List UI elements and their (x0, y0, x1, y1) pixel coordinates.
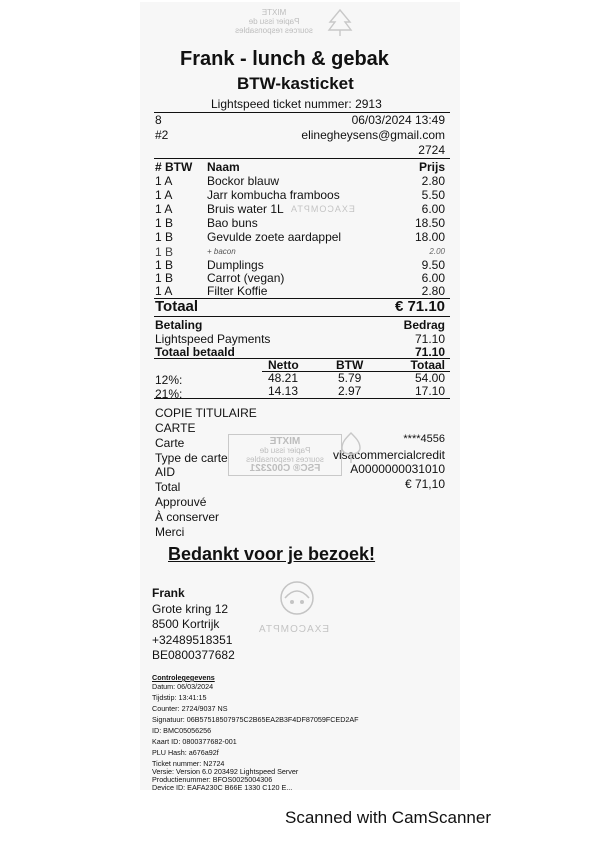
control-line: Signatuur: 06B57518507975C2B65EA2B3F4DF87059FCED2AF (152, 715, 359, 724)
card-total-label: Total (155, 480, 181, 494)
card-number: ****4556 (403, 433, 445, 445)
payment-label: Betaling (155, 318, 203, 332)
vat-header-netto: Netto (268, 358, 299, 372)
watermark-text: MIXTE (261, 8, 287, 17)
divider (154, 358, 450, 359)
fsc-watermark-mid (228, 434, 342, 476)
item-name: Jarr kombucha framboos (207, 188, 340, 202)
doc-type: BTW-kasticket (237, 74, 354, 93)
watermark-text: MIXTE (269, 436, 301, 447)
item-name: Dumplings (207, 258, 264, 272)
keep-text: À conserver (155, 510, 220, 524)
item-name: Carrot (vegan) (207, 271, 285, 285)
vat-header-totaal: Totaal (410, 358, 445, 372)
customer-email: elinegheysens@gmail.com (301, 128, 445, 142)
item-price: 18.00 (414, 230, 445, 244)
vat-header-btw: BTW (336, 358, 364, 372)
total-value: € 71.10 (394, 298, 445, 315)
vat-rate: 12%: (155, 373, 183, 387)
card-label: Carte (155, 436, 185, 450)
vat-totaal: 17.10 (414, 384, 445, 398)
total-paid-label: Totaal betaald (155, 345, 235, 359)
fsc-tree-icon (326, 8, 354, 38)
total-paid-amount: 71.10 (414, 345, 445, 359)
item-name: Bruis water 1L (207, 202, 284, 216)
item-name: Gevulde zoete aardappel (207, 230, 342, 244)
vat-netto: 48.21 (268, 371, 299, 385)
item-price: 2.00 (429, 247, 445, 256)
item-name: Filter Koffie (207, 284, 268, 298)
fsc-watermark-top (210, 6, 338, 37)
watermark-text: Papier issu de (259, 446, 311, 455)
address-city: 8500 Kortrijk (152, 617, 220, 631)
exacompta-watermark: EXACOMPTA (290, 204, 355, 214)
address-street: Grote kring 12 (152, 602, 229, 616)
control-title: Controlegegevens (152, 673, 215, 682)
card-title: CARTE (155, 421, 196, 435)
items-header-name: Naam (207, 160, 240, 174)
receipt-paper (140, 2, 460, 790)
total-label: Totaal (155, 298, 199, 315)
control-line: ID: BMC05056256 (152, 726, 212, 735)
fsc-tree-icon (336, 430, 366, 466)
item-price: 6.00 (421, 271, 445, 285)
item-qty-vat: 1 B (155, 216, 174, 230)
card-type-value: visacommercialcredit (332, 448, 445, 462)
watermark-text: sources responsables (235, 26, 313, 35)
vat-btw: 2.97 (338, 384, 362, 398)
aid-label: AID (155, 465, 176, 479)
items-header-vat: # BTW (155, 160, 193, 174)
item-qty-vat: 1 A (155, 284, 173, 298)
watermark-text: sources responsables (246, 455, 324, 464)
divider (154, 398, 450, 399)
item-qty-vat: 1 B (155, 258, 174, 272)
vat-btw: 5.79 (338, 371, 362, 385)
aid-value: A0000000031010 (350, 462, 445, 476)
payment-amount-label: Bedrag (403, 318, 445, 332)
control-line: Datum: 06/03/2024 (152, 682, 214, 691)
control-line: Kaart ID: 0800377682-001 (152, 737, 237, 746)
table-number: #2 (155, 128, 169, 142)
payment-method: Lightspeed Payments (155, 332, 271, 346)
item-price: 6.00 (421, 202, 445, 216)
vat-rate: 21%: (155, 387, 183, 401)
address-vat: BE0800377682 (152, 648, 235, 662)
scanner-watermark: Scanned with CamScanner (285, 808, 492, 827)
control-line: PLU Hash: a676a92f (152, 748, 219, 757)
item-qty-vat: 1 B (155, 245, 174, 259)
item-name: Bockor blauw (207, 174, 280, 188)
item-qty-vat: 1 B (155, 271, 174, 285)
divider (154, 316, 450, 317)
register-number: 8 (155, 113, 162, 127)
item-qty-vat: 1 A (155, 202, 173, 216)
payment-method-amount: 71.10 (414, 332, 445, 346)
control-line: Device ID: EAFA230C B66E 1330 C120 E... (152, 784, 293, 790)
address-phone: +32489518351 (152, 633, 233, 647)
divider (154, 158, 450, 159)
item-price: 2.80 (421, 174, 445, 188)
card-copy-title: COPIE TITULAIRE (155, 406, 257, 420)
exacompta-watermark: EXACOMPTA (258, 624, 330, 635)
control-line: Productienummer: BFOS0025004306 (152, 775, 273, 784)
thanks-text: Merci (155, 525, 185, 539)
watermark-text: FSC® C002321 (249, 463, 321, 474)
card-total-value: € 71,10 (404, 477, 445, 491)
watermark-text: Papier issu de (248, 17, 300, 26)
ticket-number: Lightspeed ticket nummer: 2913 (211, 97, 382, 111)
order-code: 2724 (418, 143, 445, 157)
item-qty-vat: 1 A (155, 188, 173, 202)
control-line: Versie: Version 6.0 203492 Lightspeed Server (152, 767, 299, 776)
items-header-price: Prijs (418, 160, 445, 174)
vat-totaal: 54.00 (414, 371, 445, 385)
exacompta-logo-icon (275, 576, 319, 620)
item-modifier: + bacon (207, 247, 236, 256)
address-name: Frank (152, 586, 185, 600)
control-line: Ticket nummer: N2724 (152, 759, 225, 768)
thank-you-message: Bedankt voor je bezoek! (168, 544, 376, 564)
item-name: Bao buns (207, 216, 258, 230)
item-qty-vat: 1 A (155, 174, 173, 188)
vat-netto: 14.13 (268, 384, 299, 398)
card-type-label: Type de carte (155, 451, 228, 465)
item-price: 5.50 (421, 188, 445, 202)
control-line: Tijdstip: 13:41:15 (152, 693, 207, 702)
control-line: Counter: 2724/9037 NS (152, 704, 228, 713)
approved-text: Approuvé (155, 495, 207, 509)
item-qty-vat: 1 B (155, 230, 174, 244)
ticket-datetime: 06/03/2024 13:49 (351, 113, 445, 127)
item-price: 18.50 (414, 216, 445, 230)
item-price: 2.80 (421, 284, 445, 298)
item-price: 9.50 (421, 258, 445, 272)
shop-name: Frank - lunch & gebak (180, 48, 389, 70)
